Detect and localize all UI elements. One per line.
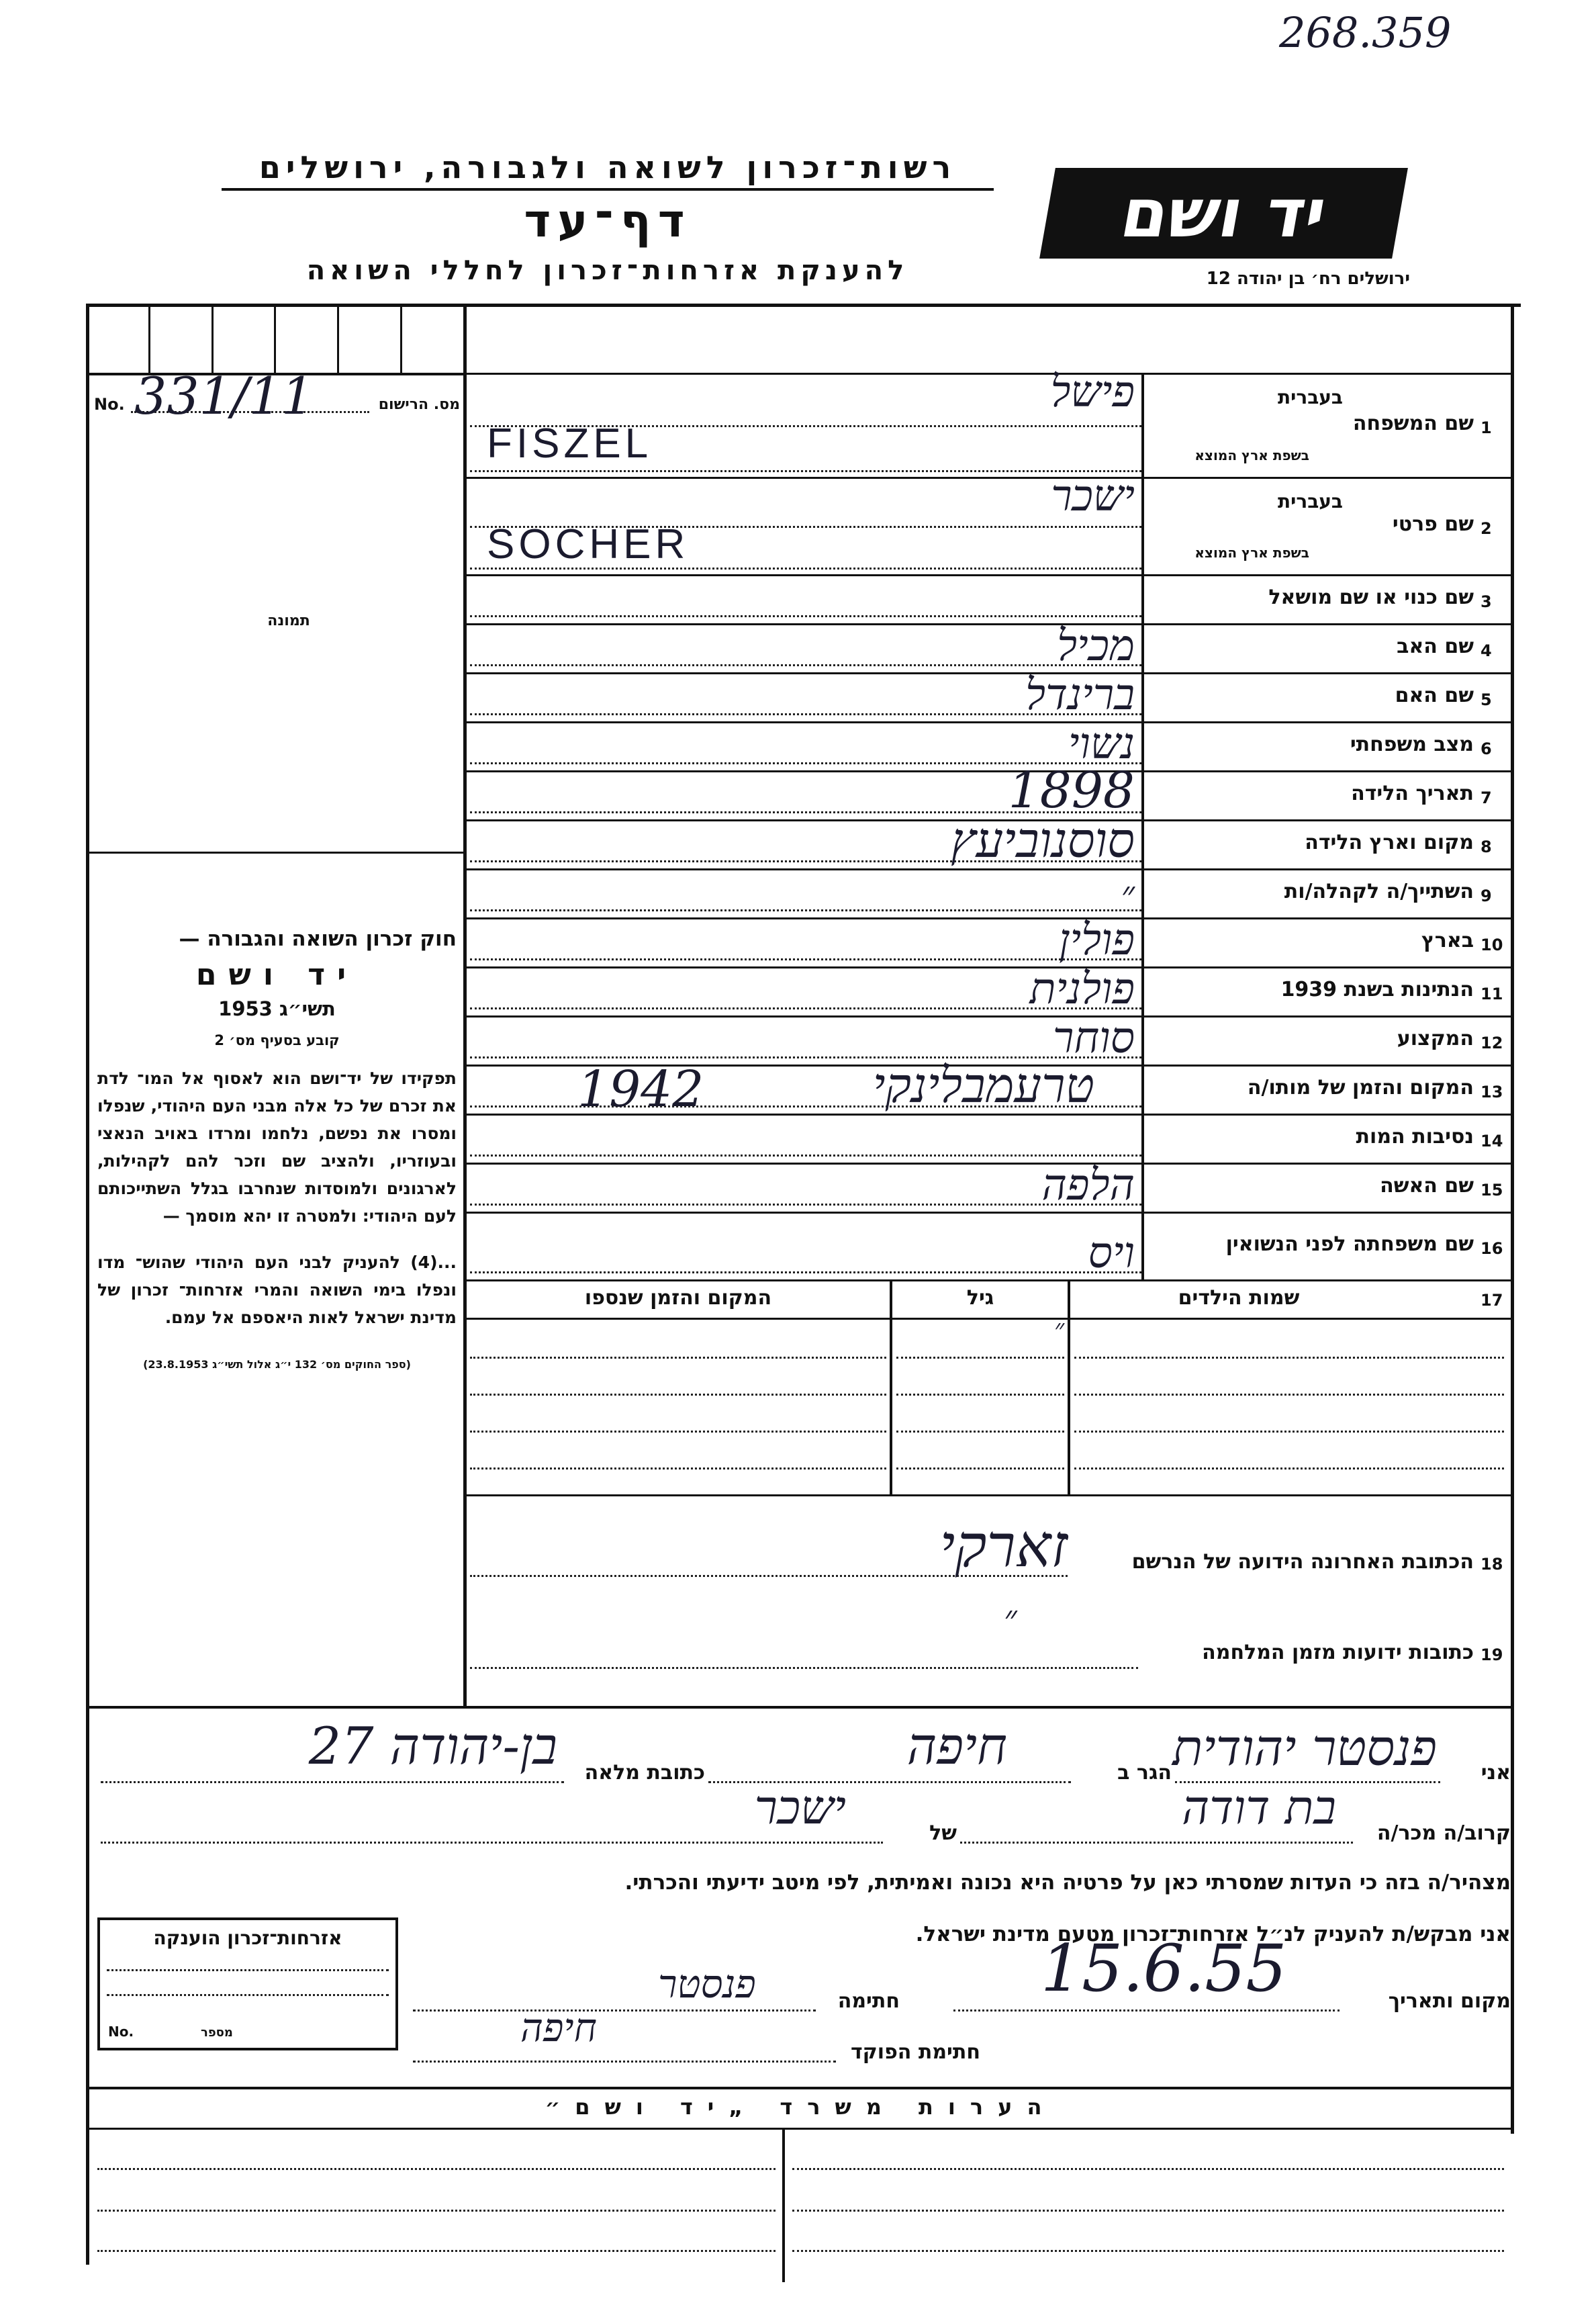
stamp-no-label: No. [108, 2024, 134, 2040]
office-notes-title: הערות משרד „יד ושם״ [545, 2094, 1057, 2120]
officer-signature: חיפה [520, 2005, 597, 2050]
children-header-age: גיל [966, 1286, 994, 1310]
law-title: חוק זכרון השואה והגבורה — [179, 927, 457, 951]
request-text: אני מבקש/ת להעניק לנ״ל אזרחות־זכרון מטעם מדינת ישראל. [915, 1922, 1511, 1946]
field-5-value: ברינדל [1025, 670, 1135, 720]
field-15-number: 15 [1481, 1180, 1503, 1200]
field-1-hebrew-label: בעברית [1277, 386, 1343, 408]
field-9-label: השתייך/ה לקהלה/ות [1284, 879, 1474, 903]
law-paragraph-2: ...(4) להעניק לבני העם היהודי שהוש־ מדו ונפלו בימי השואה והמרי אזרחות־ זכרון של מדינת ישראל לאות היאספם אל עמם. [97, 1253, 457, 1327]
org-address: ירושלים רח׳ בן יהודה 12 [1206, 269, 1410, 289]
field-1-label: שם המשפחה [1352, 411, 1474, 435]
field-4-number: 4 [1481, 641, 1492, 660]
declarant-relative-label: קרוב/ה מכר/ה [1376, 1821, 1511, 1845]
declarant-of-label: של [929, 1821, 957, 1845]
field-7-number: 7 [1481, 788, 1492, 807]
declarant-address-label: כתובת מלאה [584, 1761, 705, 1784]
archive-number: 268.359 [1279, 8, 1452, 57]
field-1-origin-label: בשפת ארץ המוצא [1194, 447, 1309, 463]
field-14-label: נסיבות המות [1356, 1124, 1474, 1148]
registration-no-label: No. [94, 395, 125, 414]
child-age-value: ״ [1054, 1314, 1065, 1345]
field-18-number: 18 [1481, 1555, 1503, 1574]
field-13-value: טרעמבלינקי [872, 1057, 1094, 1114]
declarant-signature: פנסטר [658, 1961, 756, 2007]
field-14-line [470, 1155, 1141, 1157]
field-13-number: 13 [1481, 1082, 1503, 1101]
place-date-label: מקום ותאריך [1388, 1989, 1511, 2013]
field-7-value: 1898 [1008, 762, 1135, 819]
declarant-address: בן-יהודה 27 [308, 1716, 557, 1776]
field-6-number: 6 [1481, 739, 1492, 758]
law-name: יד ושם [195, 958, 359, 992]
children-header-names: שמות הילדים [1178, 1286, 1300, 1310]
field-13-year-value: 1942 [577, 1060, 704, 1118]
field-8-label: מקום וארץ הלידה [1305, 830, 1474, 854]
citizenship-stamp-box [97, 1917, 398, 2050]
field-6-label: מצב משפחתי [1350, 732, 1474, 756]
stamp-box-title: אזרחות־זכרון הוענקה [153, 1927, 342, 1949]
field-3-line [470, 615, 1141, 617]
field-12-value: סוחר [1052, 1013, 1135, 1063]
field-2-origin-value: SOCHER [487, 521, 690, 568]
field-13-label: המקום והזמן של מותו/ה [1247, 1075, 1474, 1099]
field-12-number: 12 [1481, 1033, 1503, 1052]
field-12-label: המקצוע [1397, 1026, 1474, 1050]
field-5-label: שם האם [1395, 683, 1474, 707]
field-14-number: 14 [1481, 1131, 1503, 1150]
field-11-number: 11 [1481, 984, 1503, 1003]
field-8-number: 8 [1481, 837, 1492, 856]
field-11-value: פולנית [1029, 964, 1135, 1014]
field-row-divider [463, 574, 1514, 576]
declarant-relation: בת דודה [1182, 1780, 1336, 1835]
field-16-value: ויס [1088, 1228, 1135, 1278]
field-15-label: שם האשה [1380, 1173, 1474, 1197]
org-name: רשות־זכרון לשואה ולגבורה, ירושלים [222, 149, 994, 191]
field-16-label: שם משפחתה לפני הנשואין [1225, 1232, 1474, 1256]
field-8-value: סוסנוביעץ [950, 812, 1135, 868]
field-1-origin-value: FISZEL [487, 420, 653, 467]
stamp-number-label: מספר [201, 2026, 233, 2040]
field-16-number: 16 [1481, 1238, 1503, 1258]
declarant-city: חיפה [906, 1716, 1007, 1776]
declaration-text: מצהיר/ה בזה כי העדות שמסרתי כאן על פרטיה היא נכונה ואמיתית, לפי מיטב ידיעתי והכרתי. [624, 1870, 1511, 1895]
field-2-hebrew-label: בעברית [1277, 490, 1343, 512]
field-10-label: בארץ [1421, 928, 1474, 952]
field-2-origin-label: בשפת ארץ המוצא [1194, 545, 1309, 561]
officer-signature-label: חתימת הפוקד [851, 2040, 980, 2064]
field-2-number: 2 [1481, 518, 1492, 538]
form-subtitle: להענקת אזרחות־זכרון לחללי השואה [306, 255, 909, 286]
declarant-resides-label: הגר ב [1117, 1761, 1172, 1784]
field-1-number: 1 [1481, 418, 1492, 437]
declarant-of-value: ישכר [754, 1780, 846, 1835]
field-9-number: 9 [1481, 886, 1492, 905]
declarant-name: פנסטר יהודית [1172, 1719, 1437, 1777]
field-10-number: 10 [1481, 935, 1503, 954]
field-19-number: 19 [1481, 1645, 1503, 1664]
law-source: (ספר החוקים מס׳ 132 י״ג אלול תשי״ג 23.8.1953) [143, 1358, 411, 1371]
field-9-value: ״ [1121, 873, 1135, 915]
form-title: דף־עד [524, 195, 692, 248]
field-10-value: פולין [1059, 915, 1135, 965]
signature-label: חתימה [837, 1989, 900, 2013]
photo-label: תמונה [267, 613, 310, 629]
last-address-label: הכתובת האחרונה הידועה של הנרשם [1131, 1550, 1474, 1574]
field-4-label: שם האב [1397, 634, 1474, 658]
children-header-place-time: המקום והזמן שנספו [584, 1286, 772, 1310]
last-address-value: זארקי [939, 1511, 1068, 1580]
law-text [97, 927, 457, 1371]
field-6-value: נשוי [1068, 719, 1135, 769]
field-3-label: שם כנוי או שם מושאל [1268, 585, 1474, 609]
field-3-number: 3 [1481, 592, 1492, 611]
registration-boxes [87, 306, 463, 373]
field-11-label: הנתינות בשנת 1939 [1280, 977, 1474, 1001]
law-paragraph-1: תפקידו של יד־ושם הוא לאסוף אל המו־ לדת את זכרם של כל אלה מבני העם היהודי, שנפלו ומסרו את נפשם, נלחמו ומרדו באויב הנאצי ובעוזריו, ולהציב שם וזכר להם לקהילות, לארגונים ולמוסדות שנחרבו בגלל השתייכותם לעם היהודי: ולמטרה זו יהא מוסמך — [97, 1069, 457, 1226]
field-17-number: 17 [1481, 1291, 1503, 1310]
field-1-hebrew-value: פישל [1050, 367, 1135, 417]
registration-number: 331/11 [134, 366, 314, 426]
field-row-divider [463, 1212, 1514, 1214]
law-year: תשי״ג 1953 [218, 997, 336, 1020]
field-4-value: מכיל [1057, 621, 1135, 671]
yad-vashem-logo: יד ושם [1039, 168, 1408, 259]
field-5-number: 5 [1481, 690, 1492, 709]
war-address-label: כתובות ידועות מזמן המלחמה [1202, 1641, 1474, 1664]
field-2-hebrew-value: ישכר [1051, 471, 1135, 521]
field-15-value: הלפה [1041, 1161, 1135, 1210]
law-clause: קובע בסעיף מס׳ 2 [214, 1032, 340, 1048]
registration-label: מס. הרישום [378, 396, 460, 413]
war-address-value: ״ [1004, 1598, 1017, 1639]
field-7-label: תאריך הלידה [1351, 781, 1474, 805]
field-2-label: שם פרטי [1392, 512, 1474, 536]
place-date-value: 15.6.55 [1041, 1931, 1287, 2006]
declarant-i-label: אני [1481, 1761, 1511, 1784]
